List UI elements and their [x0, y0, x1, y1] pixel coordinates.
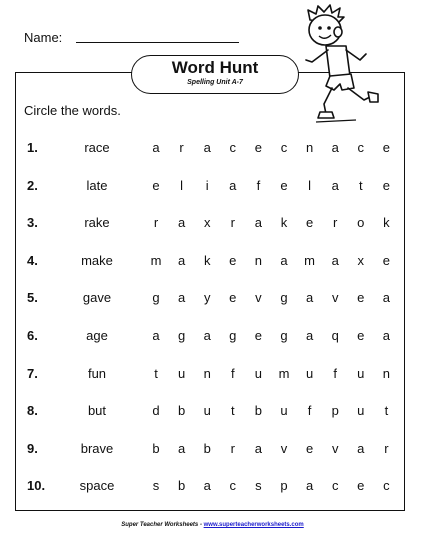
- letter-cell[interactable]: e: [305, 440, 314, 456]
- row-number: 2.: [27, 177, 38, 193]
- letter-cell[interactable]: t: [154, 365, 158, 381]
- target-word: age: [86, 328, 108, 343]
- letter-cell[interactable]: t: [384, 403, 389, 419]
- letter-cell[interactable]: p: [331, 403, 339, 419]
- letter-cell[interactable]: c: [357, 140, 365, 155]
- letter-cell[interactable]: a: [152, 328, 160, 343]
- word-row: [0, 366, 425, 384]
- letter-cell[interactable]: a: [305, 478, 314, 494]
- letter-cell[interactable]: y: [203, 290, 211, 306]
- letter-cell[interactable]: a: [203, 328, 211, 343]
- letter-cell[interactable]: r: [153, 215, 159, 231]
- name-label: Name:: [24, 30, 63, 45]
- letter-cell[interactable]: a: [382, 290, 390, 306]
- target-word: rake: [84, 215, 110, 231]
- letter-cell[interactable]: e: [254, 328, 262, 343]
- row-number: 7.: [27, 365, 38, 381]
- letter-cell[interactable]: r: [384, 440, 389, 456]
- letter-cell[interactable]: e: [229, 290, 237, 306]
- footer-separator: -: [199, 522, 202, 528]
- worksheet-subtitle: Spelling Unit A-7: [187, 79, 243, 86]
- row-number: 6.: [27, 328, 38, 343]
- word-row: [0, 403, 425, 421]
- letter-cell[interactable]: u: [305, 365, 314, 381]
- target-word: late: [86, 177, 108, 193]
- letter-cell[interactable]: l: [180, 177, 184, 193]
- target-word: but: [87, 403, 107, 419]
- letter-cell[interactable]: a: [254, 215, 262, 231]
- letter-cell[interactable]: d: [152, 403, 160, 419]
- word-row: [0, 178, 425, 196]
- letter-cell[interactable]: a: [177, 440, 186, 456]
- word-row: [0, 253, 425, 271]
- title-box: [131, 55, 299, 94]
- row-number: 1.: [27, 140, 38, 155]
- letter-cell[interactable]: x: [357, 252, 365, 268]
- letter-cell[interactable]: e: [382, 252, 390, 268]
- letter-cell[interactable]: k: [203, 252, 211, 268]
- footer-brand: Super Teacher Worksheets: [121, 522, 199, 528]
- word-row: [0, 215, 425, 233]
- letter-cell[interactable]: v: [331, 440, 339, 456]
- letter-cell[interactable]: b: [203, 440, 211, 456]
- letter-cell[interactable]: r: [230, 440, 235, 456]
- letter-cell[interactable]: a: [254, 440, 262, 456]
- letter-cell[interactable]: e: [254, 140, 262, 155]
- letter-cell[interactable]: g: [229, 328, 237, 343]
- letter-cell[interactable]: f: [307, 403, 312, 419]
- letter-cell[interactable]: e: [382, 177, 390, 193]
- letter-cell[interactable]: a: [229, 177, 237, 193]
- letter-cell[interactable]: r: [333, 215, 338, 231]
- letter-cell[interactable]: c: [280, 140, 288, 155]
- letter-cell[interactable]: e: [152, 177, 160, 193]
- letter-cell[interactable]: s: [255, 478, 262, 494]
- word-row: [0, 140, 425, 158]
- letter-cell[interactable]: n: [382, 365, 390, 381]
- letter-cell[interactable]: a: [280, 252, 288, 268]
- target-word: make: [81, 252, 113, 268]
- letter-cell[interactable]: e: [357, 328, 365, 343]
- word-row: [0, 441, 425, 459]
- letter-cell[interactable]: p: [280, 478, 288, 494]
- name-line: [76, 42, 239, 43]
- letter-cell[interactable]: v: [331, 290, 339, 306]
- letter-cell[interactable]: g: [280, 290, 288, 306]
- footer-link[interactable]: www.superteacherworksheets.com: [203, 522, 304, 528]
- letter-cell[interactable]: f: [230, 365, 235, 381]
- target-word: race: [84, 140, 110, 155]
- letter-cell[interactable]: e: [382, 140, 390, 155]
- letter-cell[interactable]: a: [331, 252, 339, 268]
- word-row: [0, 478, 425, 496]
- running-boy-icon: [296, 4, 382, 130]
- letter-cell[interactable]: l: [308, 177, 312, 193]
- letter-cell[interactable]: a: [382, 328, 390, 343]
- letter-cell[interactable]: a: [305, 290, 314, 306]
- letter-cell[interactable]: b: [152, 440, 160, 456]
- letter-cell[interactable]: b: [177, 403, 186, 419]
- target-word: fun: [87, 365, 107, 381]
- worksheet-title: Word Hunt: [171, 58, 259, 77]
- letter-cell[interactable]: g: [177, 328, 186, 343]
- letter-cell[interactable]: a: [357, 440, 365, 456]
- letter-cell[interactable]: e: [357, 290, 365, 306]
- letter-cell[interactable]: c: [383, 478, 390, 494]
- letter-cell[interactable]: a: [305, 328, 314, 343]
- letter-cell[interactable]: k: [280, 215, 288, 231]
- letter-cell[interactable]: s: [152, 478, 160, 494]
- letter-cell[interactable]: m: [278, 365, 290, 381]
- letter-cell[interactable]: e: [305, 215, 314, 231]
- row-number: 4.: [27, 252, 38, 268]
- letter-cell[interactable]: a: [177, 252, 186, 268]
- letter-cell[interactable]: u: [357, 403, 365, 419]
- letter-cell[interactable]: m: [150, 252, 162, 268]
- letter-cell[interactable]: a: [331, 140, 339, 155]
- letter-cell[interactable]: e: [280, 177, 288, 193]
- letter-cell[interactable]: a: [203, 478, 211, 494]
- row-number: 5.: [27, 290, 38, 306]
- letter-cell[interactable]: e: [357, 478, 365, 494]
- letter-cell[interactable]: x: [203, 215, 211, 231]
- letter-cell[interactable]: a: [177, 215, 186, 231]
- letter-cell[interactable]: a: [203, 140, 211, 155]
- letter-cell[interactable]: t: [358, 177, 363, 193]
- letter-cell[interactable]: n: [254, 252, 262, 268]
- letter-cell[interactable]: v: [280, 440, 288, 456]
- letter-cell[interactable]: u: [357, 365, 365, 381]
- footer: [0, 522, 425, 528]
- letter-cell[interactable]: a: [177, 290, 186, 306]
- letter-cell[interactable]: m: [304, 252, 316, 268]
- letter-cell[interactable]: t: [230, 403, 235, 419]
- row-number: 8.: [27, 403, 38, 419]
- target-word: brave: [80, 440, 114, 456]
- letter-cell[interactable]: a: [331, 177, 339, 193]
- letter-cell[interactable]: i: [205, 177, 209, 193]
- letter-cell[interactable]: n: [305, 140, 314, 155]
- letter-cell[interactable]: a: [152, 140, 160, 155]
- letter-cell[interactable]: b: [177, 478, 186, 494]
- instructions: Circle the words.: [24, 103, 121, 118]
- row-number: 9.: [27, 440, 38, 456]
- letter-cell[interactable]: v: [255, 290, 262, 306]
- letter-cell[interactable]: e: [229, 252, 237, 268]
- letter-cell[interactable]: o: [357, 215, 365, 231]
- word-row: [0, 290, 425, 308]
- letter-cell[interactable]: u: [254, 365, 262, 381]
- letter-cell[interactable]: c: [229, 140, 237, 155]
- target-word: space: [79, 478, 115, 494]
- letter-cell[interactable]: g: [152, 290, 160, 306]
- letter-cell[interactable]: k: [383, 215, 390, 231]
- target-word: gave: [82, 290, 112, 306]
- letter-cell[interactable]: g: [280, 328, 288, 343]
- word-row: [0, 328, 425, 346]
- letter-cell[interactable]: u: [280, 403, 288, 419]
- letter-cell[interactable]: c: [229, 478, 237, 494]
- row-number: 10.: [27, 478, 46, 494]
- letter-cell[interactable]: f: [256, 177, 261, 193]
- letter-cell[interactable]: c: [331, 478, 339, 494]
- letter-cell[interactable]: r: [230, 215, 235, 231]
- letter-cell[interactable]: u: [203, 403, 211, 419]
- letter-cell[interactable]: f: [333, 365, 337, 381]
- letter-cell[interactable]: q: [331, 328, 339, 343]
- letter-cell[interactable]: n: [203, 365, 211, 381]
- row-number: 3.: [27, 215, 38, 231]
- letter-cell[interactable]: u: [177, 365, 186, 381]
- letter-cell[interactable]: b: [254, 403, 262, 419]
- letter-cell[interactable]: r: [179, 140, 184, 155]
